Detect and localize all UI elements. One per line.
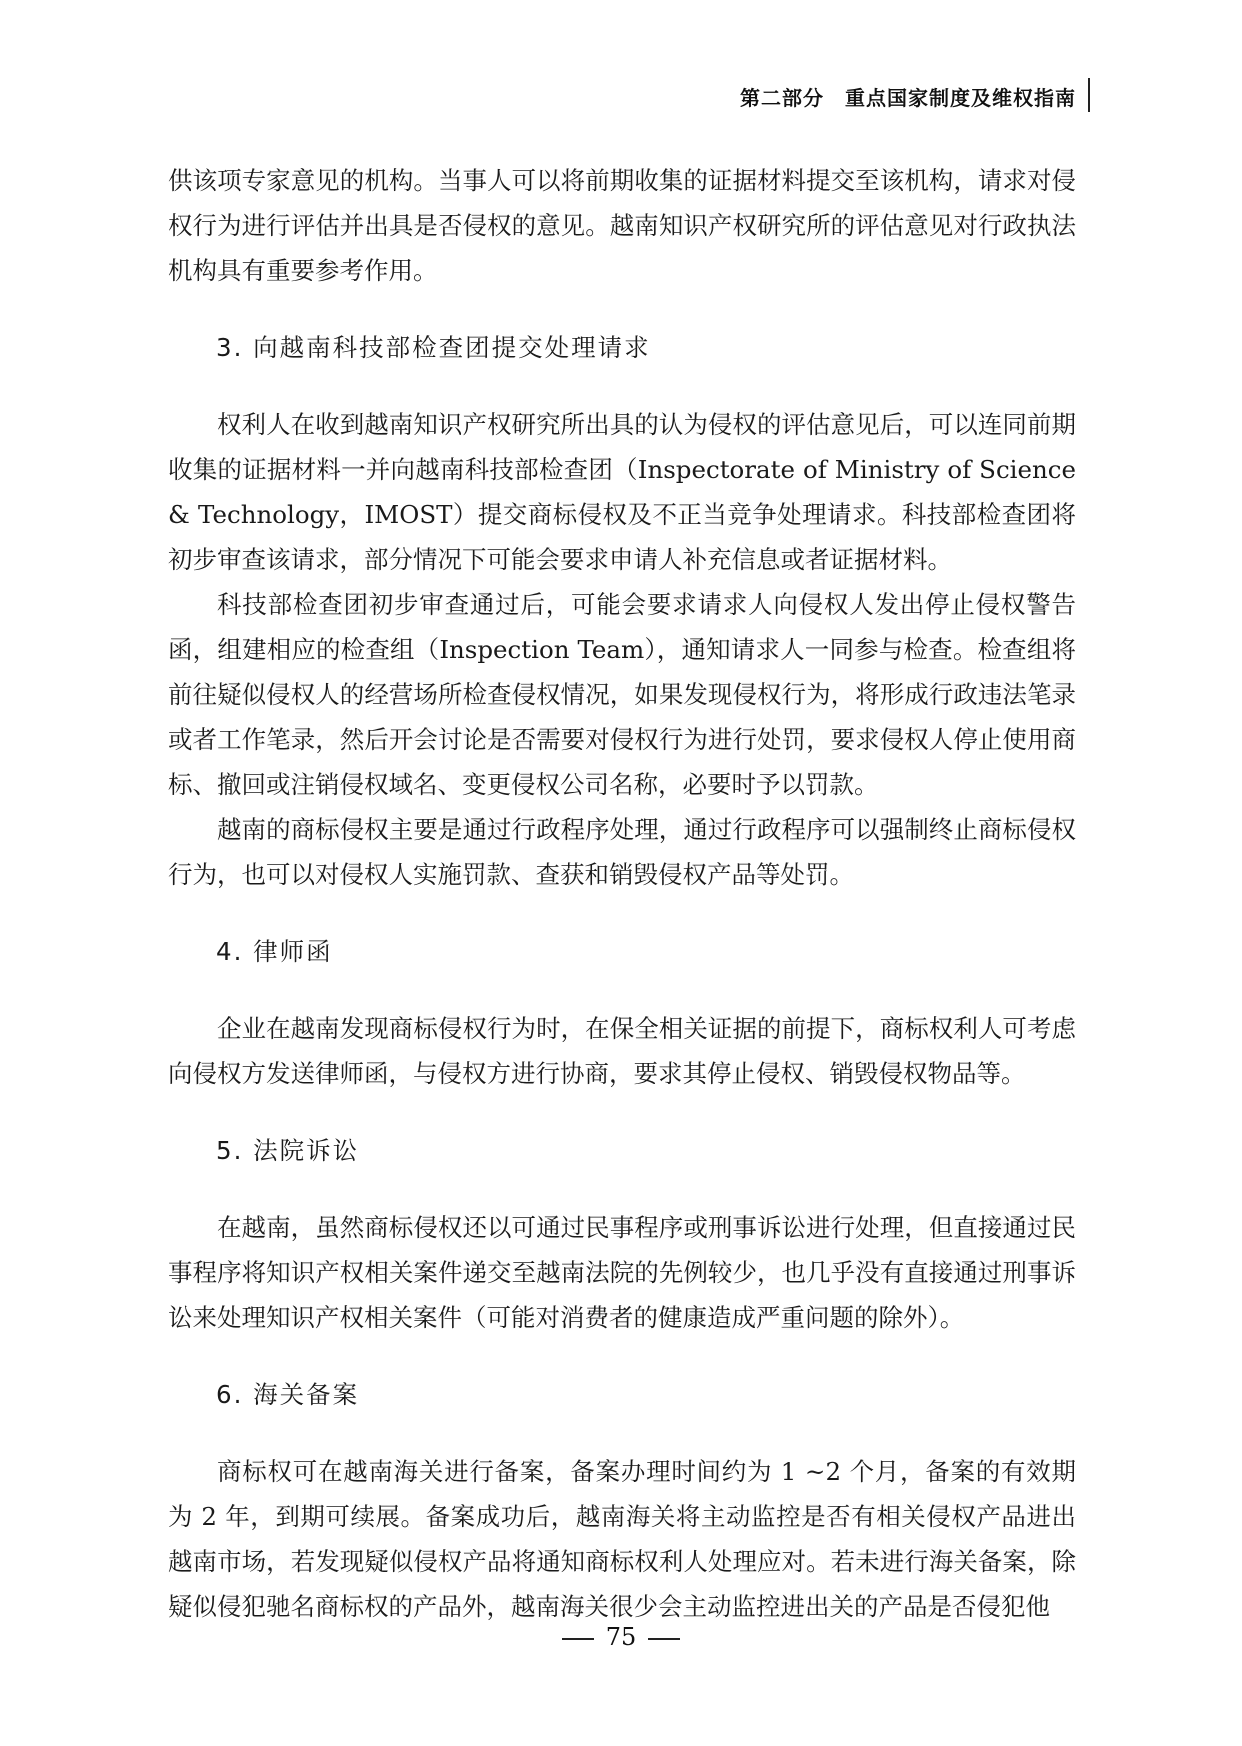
page-number-dash-left xyxy=(562,1638,594,1640)
page-number xyxy=(0,1623,1242,1651)
section-heading-4: 4. 律师函 xyxy=(216,937,333,966)
paragraph: 越南的商标侵权主要是通过行政程序处理，通过行政程序可以强制终止商标侵权行为，也可以对侵权人实施罚款、查获和销毁侵权产品等处罚。 xyxy=(168,815,1076,889)
paragraph: 企业在越南发现商标侵权行为时，在保全相关证据的前提下，商标权利人可考虑向侵权方发送律师函，与侵权方进行协商，要求其停止侵权、销毁侵权物品等。 xyxy=(168,1014,1076,1088)
paragraph: 科技部检查团初步审查通过后，可能会要求请求人向侵权人发出停止侵权警告函，组建相应的检查组（Inspection Team），通知请求人一同参与检查。检查组将前往疑似侵权人的经营场所检查侵权情况，如果发现侵权行为，将形成行政违法笔录或者工作笔录，然后开会讨论是否需要对侵权行为进行处罚，要求侵权人停止使用商标、撤回或注销侵权域名、变更侵权公司名称，必要时予以罚款。 xyxy=(168,590,1076,799)
paragraph-continued: 供该项专家意见的机构。当事人可以将前期收集的证据材料提交至该机构，请求对侵权行为进行评估并出具是否侵权的意见。越南知识产权研究所的评估意见对行政执法机构具有重要参考作用。 xyxy=(168,166,1076,285)
paragraph: 商标权可在越南海关进行备案，备案办理时间约为 1 ~2 个月，备案的有效期为 2 年，到期可续展。备案成功后，越南海关将主动监控是否有相关侵权产品进出越南市场，若发现疑似侵权产品将通知商标权利人处理应对。若未进行海关备案，除疑似侵犯驰名商标权的产品外，越南海关很少会主动监控进出关的产品是否侵犯他 xyxy=(168,1457,1076,1621)
section-heading-5: 5. 法院诉讼 xyxy=(216,1136,360,1165)
page-number-value: 75 xyxy=(605,1623,637,1651)
section-heading-3: 3. 向越南科技部检查团提交处理请求 xyxy=(216,333,651,362)
paragraph: 权利人在收到越南知识产权研究所出具的认为侵权的评估意见后，可以连同前期收集的证据材料一并向越南科技部检查团（Inspectorate of Ministry of Science & Technology，IMOST）提交商标侵权及不正当竞争处理请求。科技部检查团将初步审查该请求，部分情况下可能会要求申请人补充信息或者证据材料。 xyxy=(168,410,1076,574)
paragraph: 在越南，虽然商标侵权还以可通过民事程序或刑事诉讼进行处理，但直接通过民事程序将知识产权相关案件递交至越南法院的先例较少，也几乎没有直接通过刑事诉讼来处理知识产权相关案件（可能对消费者的健康造成严重问题的除外）。 xyxy=(168,1213,1076,1332)
page-body xyxy=(168,158,1076,1629)
page-number-dash-right xyxy=(648,1638,680,1640)
section-heading-6: 6. 海关备案 xyxy=(216,1380,360,1409)
running-header: 第二部分 重点国家制度及维权指南 xyxy=(740,86,1076,110)
header-divider xyxy=(1088,78,1090,112)
